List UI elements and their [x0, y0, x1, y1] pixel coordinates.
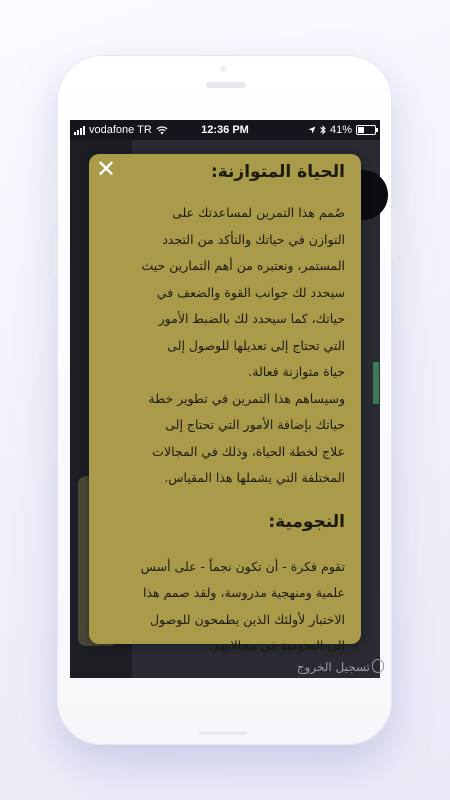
bluetooth-icon	[320, 125, 326, 135]
stardom-paragraph: تقوم فكرة - أن تكون نجماً - على أسس علمية ومنهجية مدروسة، ولقد صمم هذا الاختبار لأولئك الذين يطمحون للوصول إلى النجومية في مجالاتهم.	[140, 558, 345, 653]
mute-switch	[53, 145, 57, 167]
earpiece-speaker	[206, 82, 246, 88]
camera-dot	[220, 66, 226, 72]
balanced-life-paragraph-2: وسيساهم هذا التمرين في تطوير خطة حياتك بإضافة الأمور التي تحتاج إلى علاج لخطة الحياة، وذلك في المجالات المختلفة التي يشملها هذا المقياس.	[148, 390, 345, 485]
status-time: 12:36 PM	[201, 124, 249, 136]
battery-icon	[356, 125, 376, 135]
balanced-life-paragraph-1: صُمم هذا التمرين لمساعدتك على التوازن في حياتك والتأكد من التجدد المستمر، ونعتبره من أهم التمارين حيث سيحدد لك جوانب القوة والضعف في حياتك، كما سيحدد لك بالضبط الأمور التي تحتاج إلى تعديلها للوصول إلى حياة متوازنة فعالة.	[141, 205, 345, 379]
background-accent-strip	[373, 362, 379, 404]
power-icon	[372, 659, 384, 673]
status-bar	[70, 120, 380, 140]
volume-up-button	[53, 185, 57, 225]
battery-percent: 41%	[329, 124, 352, 136]
carrier-name: vodafone TR	[89, 124, 152, 136]
power-button	[393, 205, 397, 261]
logout-label: تسجيل الخروج	[296, 660, 370, 674]
close-button[interactable]: ✕	[95, 155, 117, 183]
logout-menu-item[interactable]	[170, 660, 370, 676]
info-modal	[89, 154, 361, 653]
section-title-stardom: النجومية:	[268, 511, 345, 532]
volume-down-button	[53, 235, 57, 275]
home-indicator	[199, 731, 247, 735]
modal-body	[95, 160, 345, 660]
section-title-balanced-life: الحياة المتوازنة:	[210, 162, 345, 182]
location-arrow-icon	[308, 126, 316, 134]
